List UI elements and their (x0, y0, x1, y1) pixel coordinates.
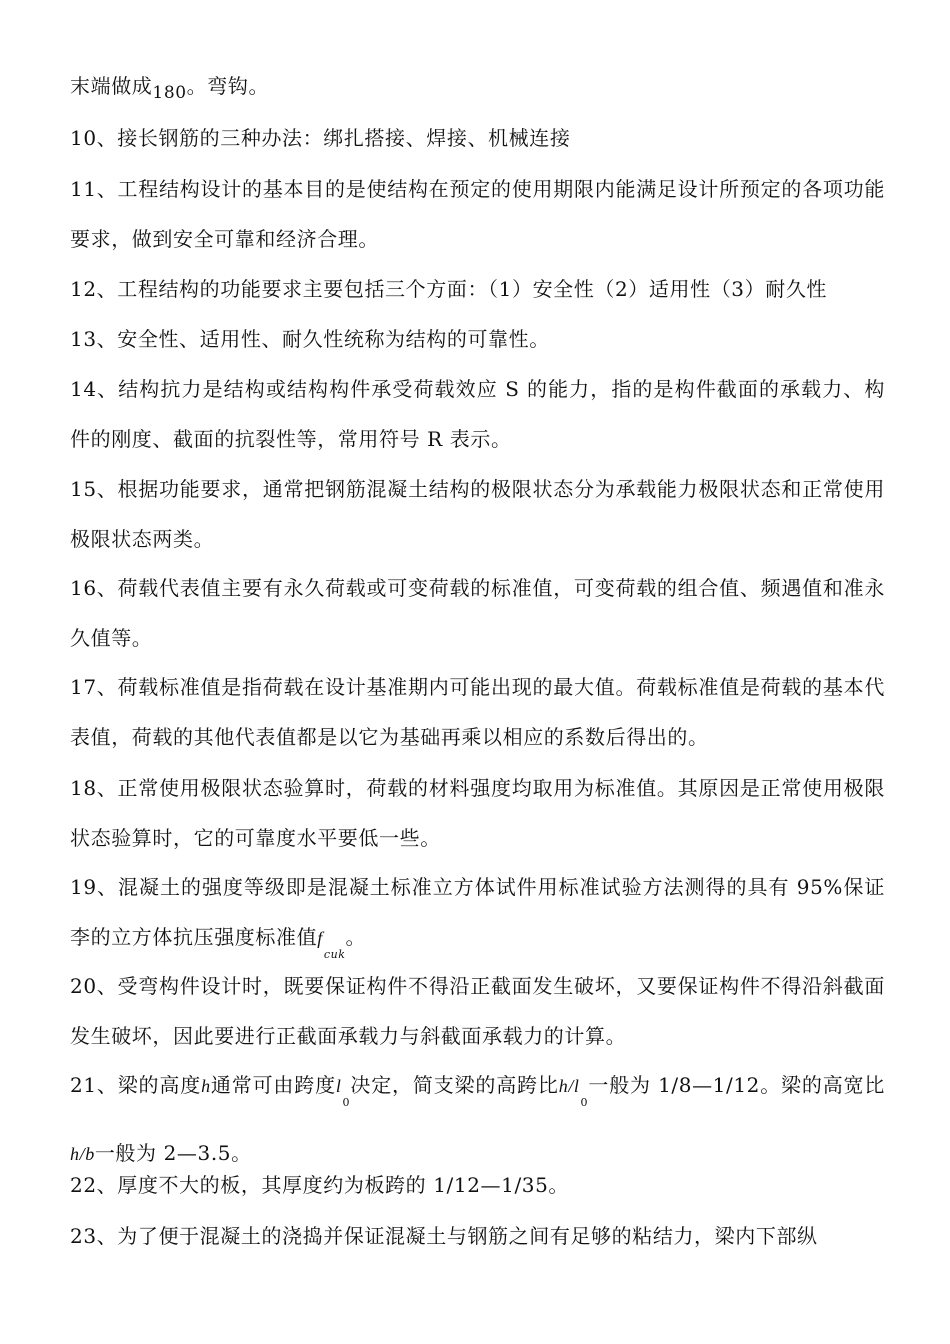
paragraph-16: 16、荷载代表值主要有永久荷载或可变荷载的标准值，可变荷载的组合值、频遇值和准永久值等。 (70, 576, 885, 650)
formula-l-subscript: 0 (342, 1096, 351, 1109)
paragraph-15: 15、根据功能要求，通常把钢筋混凝土结构的极限状态分为承载能力极限状态和正常使用极限状态两类。 (70, 477, 885, 551)
paragraph-18: 18、正常使用极限状态验算时，荷载的材料强度均取用为标准值。其原因是正常使用极限状态验算时，它的可靠度水平要低一些。 (70, 776, 885, 850)
paragraph-19: 19、混凝土的强度等级即是混凝土标准立方体试件用标准试验方法测得的具有 95%保证李的立方体抗压强度标准值$f_{cuk}$。 (70, 875, 885, 961)
formula-f: f (317, 928, 323, 948)
paragraph-10: 10、接长钢筋的三种办法：绑扎搭接、焊接、机械连接 (70, 126, 571, 150)
paragraph-14: 14、结构抗力是结构或结构构件承受荷载效应 S 的能力，指的是构件截面的承载力、构件的刚度、截面的抗裂性等，常用符号 R 表示。 (70, 377, 885, 451)
formula-h-over-l: h/l (558, 1076, 580, 1096)
paragraph-13: 13、安全性、适用性、耐久性统称为结构的可靠性。 (70, 327, 550, 351)
angle-value: 180 (152, 83, 187, 103)
paragraph-11: 11、工程结构设计的基本目的是使结构在预定的使用期限内能满足设计所预定的各项功能要求，做到安全可靠和经济合理。 (70, 177, 885, 251)
paragraph-12: 12、工程结构的功能要求主要包括三个方面：（1）安全性（2）适用性（3）耐久性 (70, 277, 828, 301)
paragraph-9-tail: 末端做成$_{180}$。弯钩。 (70, 74, 270, 103)
paragraph-20: 20、受弯构件设计时，既要保证构件不得沿正截面发生破坏，又要保证构件不得沿斜截面发生破坏，因此要进行正截面承载力与斜截面承载力的计算。 (70, 974, 885, 1048)
formula-h: h (201, 1076, 211, 1096)
formula-l: l (335, 1076, 342, 1096)
formula-h-over-b: h/b (70, 1144, 95, 1164)
formula-subscript-cuk: cuk (323, 948, 346, 961)
paragraph-21: 21、梁的高度h通常可由跨度$l_0$决定，简支梁的高跨比$h/l_0$一般为 1/8—1/12。梁的高宽比h/b一般为 2—3.5。 (70, 1073, 885, 1165)
paragraph-22: 22、厚度不大的板，其厚度约为板跨的 1/12—1/35。 (70, 1173, 570, 1197)
formula-h-over-l-subscript: 0 (580, 1096, 589, 1109)
paragraph-23: 23、为了便于混凝土的浇捣并保证混凝土与钢筋之间有足够的粘结力，梁内下部纵 (70, 1224, 818, 1248)
paragraph-17: 17、荷载标准值是指荷载在设计基准期内可能出现的最大值。荷载标准值是荷载的基本代表值，荷载的其他代表值都是以它为基础再乘以相应的系数后得出的。 (70, 675, 885, 749)
